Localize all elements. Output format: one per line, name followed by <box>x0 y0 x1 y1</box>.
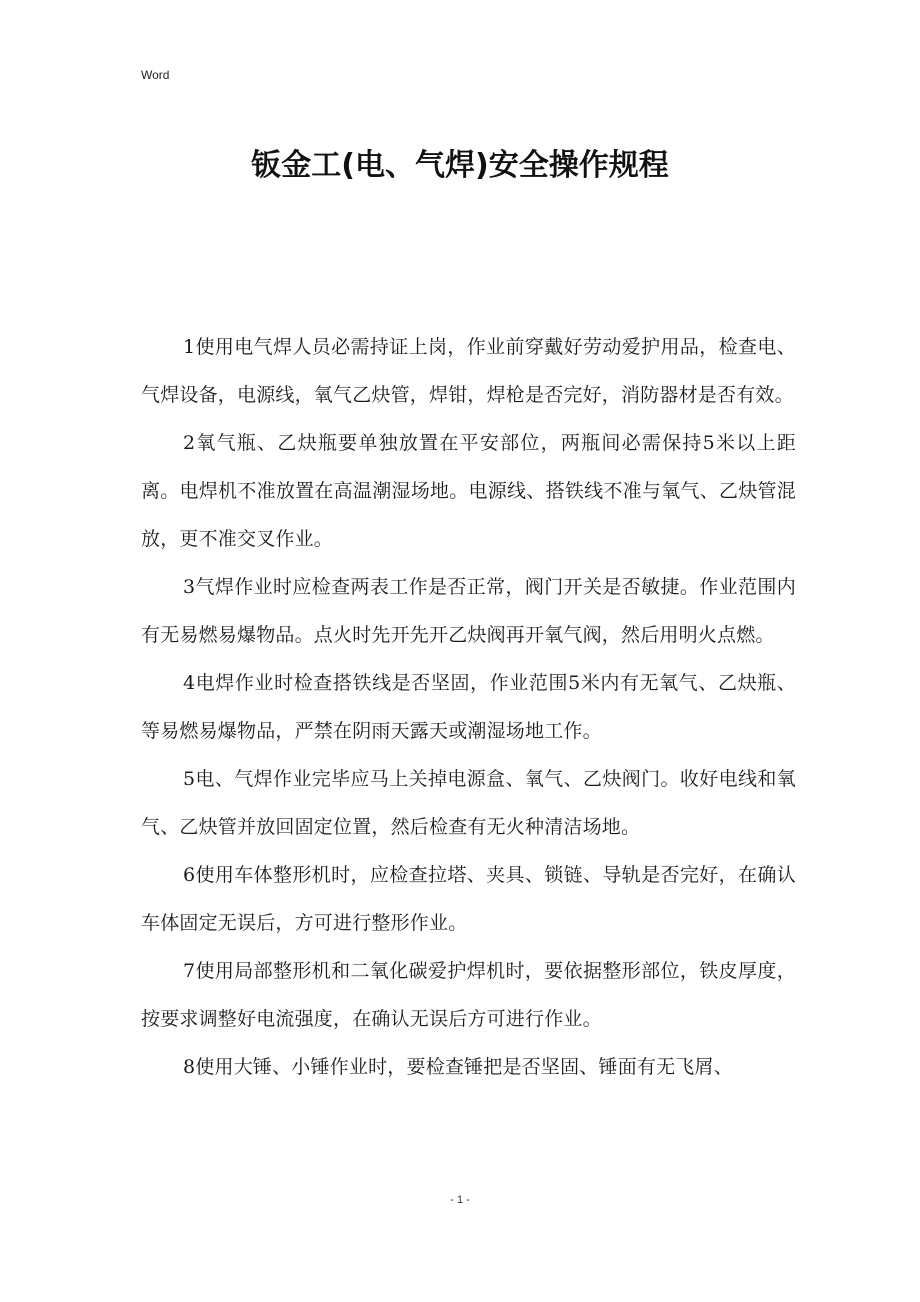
paragraph-6: 6使用车体整形机时，应检查拉塔、夹具、锁链、导轨是否完好，在确认车体固定无误后，方可进行整形作业。 <box>141 864 796 934</box>
paragraph-3: 3气焊作业时应检查两表工作是否正常，阀门开关是否敏捷。作业范围内有无易燃易爆物品。点火时先开先开乙炔阀再开氧气阀，然后用明火点燃。 <box>141 576 796 646</box>
paragraph-2: 2氧气瓶、乙炔瓶要单独放置在平安部位，两瓶间必需保持5米以上距离。电焊机不准放置在高温潮湿场地。电源线、搭铁线不准与氧气、乙炔管混放，更不准交叉作业。 <box>141 432 796 550</box>
paragraph-4: 4电焊作业时检查搭铁线是否坚固，作业范围5米内有无氧气、乙炔瓶、等易燃易爆物品，严禁在阴雨天露天或潮湿场地工作。 <box>141 672 796 742</box>
paragraph-8: 8使用大锤、小锤作业时，要检查锤把是否坚固、锤面有无飞屑、 <box>183 1056 733 1078</box>
paragraph-1: 1使用电气焊人员必需持证上岗，作业前穿戴好劳动爱护用品，检查电、气焊设备，电源线，氧气乙炔管，焊钳，焊枪是否完好，消防器材是否有效。 <box>141 336 796 406</box>
document-title: 钣金工(电、气焊)安全操作规程 <box>251 148 669 183</box>
page-number: - 1 - <box>450 1194 470 1206</box>
paragraph-7: 7使用局部整形机和二氧化碳爱护焊机时，要依据整形部位，铁皮厚度，按要求调整好电流强度，在确认无误后方可进行作业。 <box>141 960 796 1030</box>
header-app-label: Word <box>141 68 170 82</box>
paragraph-5: 5电、气焊作业完毕应马上关掉电源盒、氧气、乙炔阀门。收好电线和氧气、乙炔管并放回固定位置，然后检查有无火种清洁场地。 <box>141 768 796 838</box>
document-body <box>141 323 796 1091</box>
